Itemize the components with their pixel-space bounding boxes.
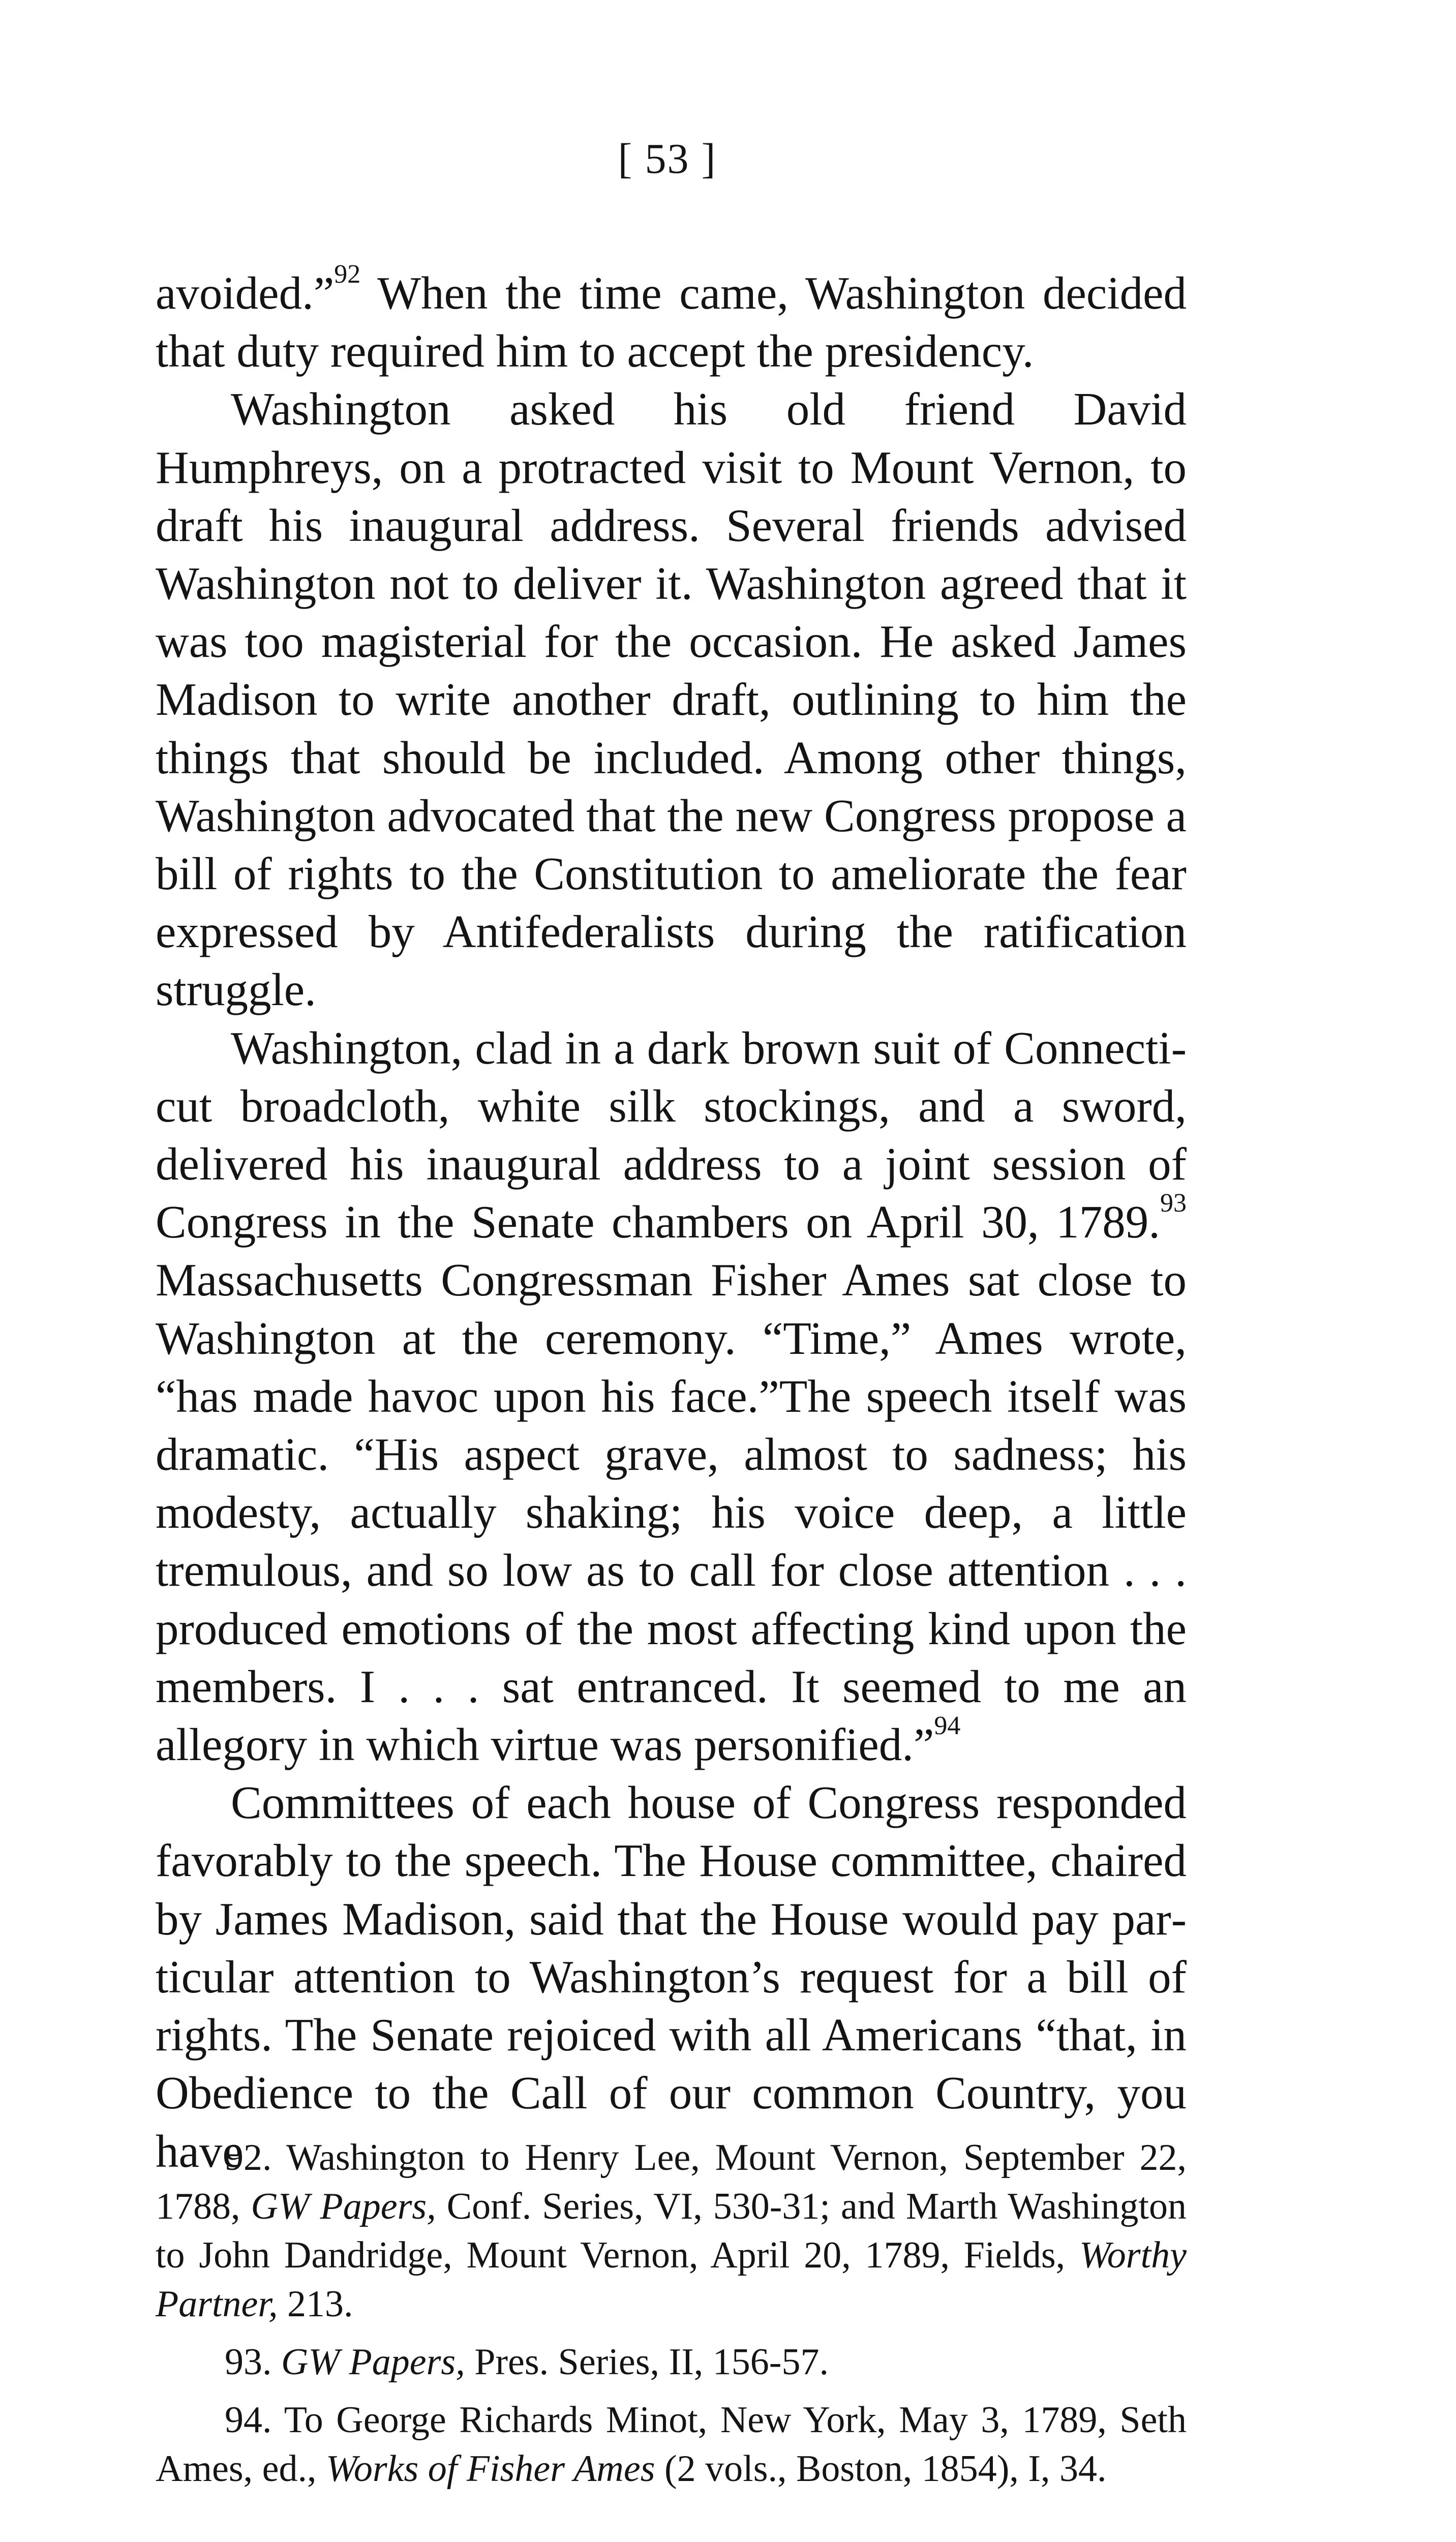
footnote-text: 93.	[225, 2341, 281, 2383]
paragraph-text: avoided.”	[156, 267, 335, 319]
footnote-92	[156, 2133, 1187, 2328]
footnote-title: GW Papers,	[251, 2186, 436, 2227]
paragraph-text: When the time came, Washington decided that duty required him to accept the presidency.	[156, 267, 1187, 377]
footnote-text: (2 vols., Boston, 1854), I, 34.	[655, 2448, 1107, 2490]
footnote-text: Pres. Series, II, 156-57.	[465, 2341, 829, 2383]
paragraph	[156, 1019, 1187, 1774]
paragraph	[156, 260, 1187, 380]
footnote-title: GW Papers,	[281, 2341, 465, 2383]
footnote-text: Conf. Series, VI, 530-31; and Marth Washington to John Dandridge, Mount Vernon, April 20, 1789, Fields,	[156, 2186, 1187, 2276]
page-number: [ 53 ]	[618, 135, 717, 183]
footnote-ref-94: 94	[934, 1711, 961, 1741]
paragraph-text: Massachusetts Congressman Fisher Ames sat close to Washington at the ceremony. “Time,” Ames wrote, “has made havoc upon his face.”The speech itself was dramatic. “His aspect grave, almost to sadness; his modesty, actually shaking; his voice deep, a little tremulous, and so low as to call for close attention . . . produced emotions of the most affecting kind upon the members. I . . . sat entranced. It seemed to me an allegory in which virtue was personified.”	[156, 1254, 1187, 1771]
footnote-94	[156, 2396, 1187, 2493]
footnote-title: Works of Fisher Ames	[326, 2448, 655, 2490]
paragraph-text: Washington, clad in a dark brown suit of Connecticut broadcloth, white silk stockings, and a sword, delivered his inaugural address to a joint session of Congress in the Senate chambers on April 30, 1789.	[156, 1022, 1187, 1248]
footnote-ref-92: 92	[334, 260, 361, 289]
footnote-text: 92. Washington to Henry Lee, Mount Vernon, September 22, 1788,	[156, 2137, 1187, 2227]
footnote-text: 94. To George Richards Minot, New York, May 3, 1789, Seth Ames, ed.,	[156, 2399, 1187, 2490]
footnote-ref-93: 93	[1160, 1189, 1187, 1218]
footnote-text: 213.	[278, 2283, 353, 2325]
footnotes	[156, 2133, 1187, 2502]
footnote-93	[156, 2338, 1187, 2386]
paragraph: Washington asked his old friend David Humphreys, on a protracted visit to Mount Vernon, to draft his inaugural address. Several friends advised Washington not to deliver it. Washington agreed that it was too magisterial for the occasion. He asked James Madison to write another draft, outlining to him the things that should be included. Among other things, Washington advocated that the new Congress propose a bill of rights to the Constitution to ameliorate the fear expressed by Antifederalists during the ratification struggle.	[156, 383, 1187, 1016]
footnote-title: Worthy Partner,	[156, 2234, 1187, 2325]
main-text	[156, 260, 1187, 2181]
paragraph: Committees of each house of Congress responded favorably to the speech. The House committee, chaired by James Madison, said that the House would pay particular attention to Washington’s request for a bill of rights. The Senate rejoiced with all Americans “that, in Obedience to the Call of our common Country, you have	[156, 1777, 1187, 2177]
